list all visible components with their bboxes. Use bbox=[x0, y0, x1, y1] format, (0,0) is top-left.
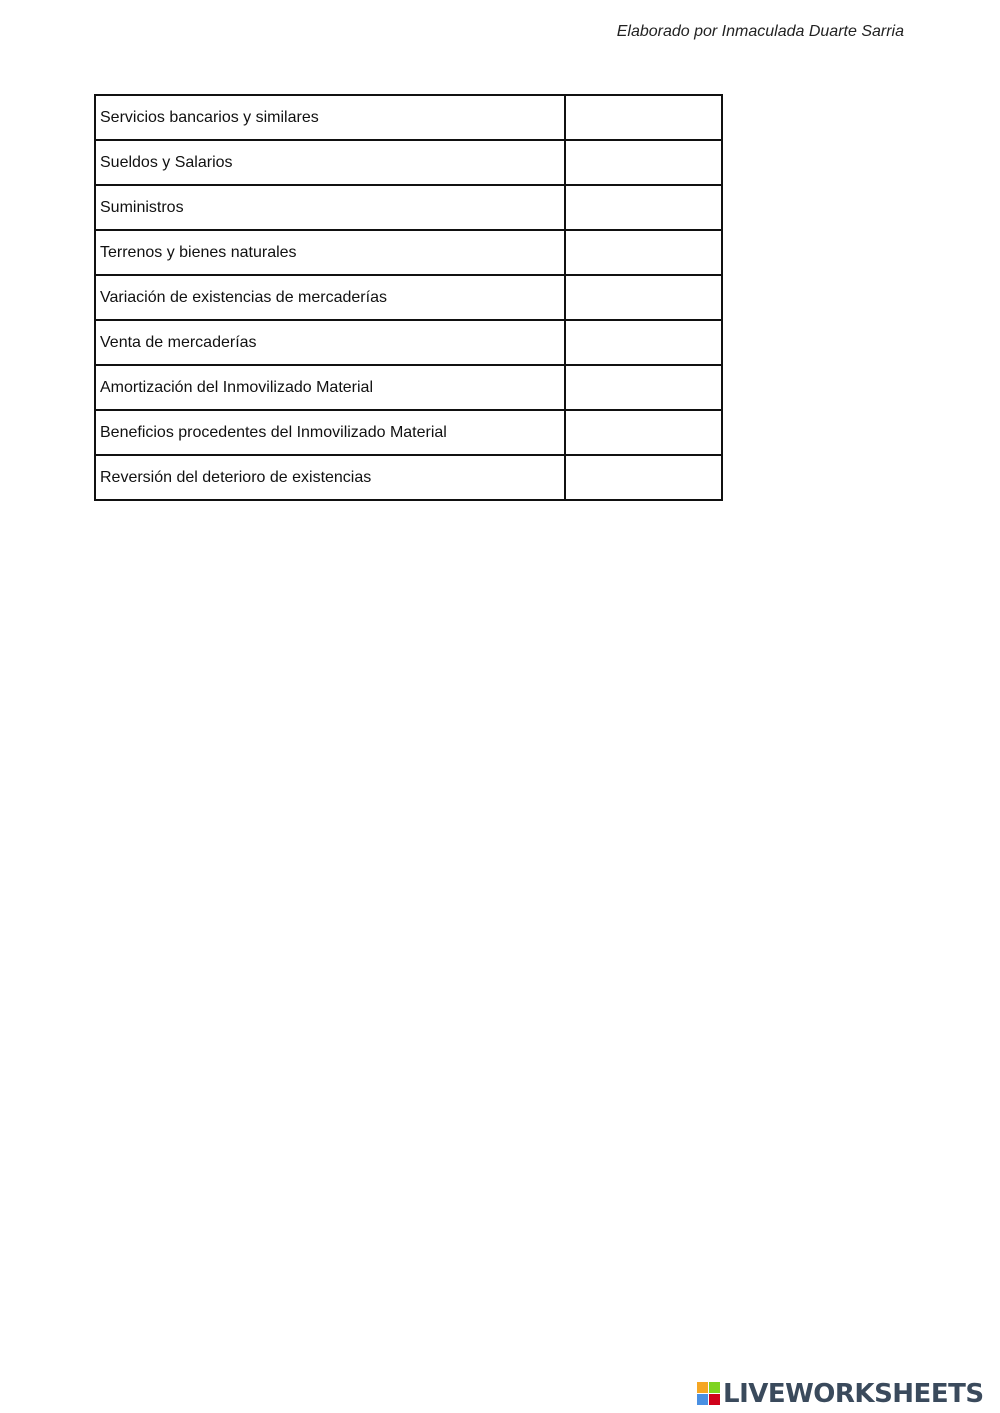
answer-input[interactable] bbox=[566, 456, 721, 499]
answer-cell[interactable] bbox=[565, 230, 722, 275]
table-row bbox=[95, 320, 722, 365]
concept-cell: Sueldos y Salarios bbox=[95, 140, 565, 185]
liveworksheets-logo bbox=[697, 1378, 984, 1410]
accounts-table bbox=[94, 94, 723, 501]
table-row bbox=[95, 455, 722, 500]
answer-input[interactable] bbox=[566, 321, 721, 364]
table-row bbox=[95, 365, 722, 410]
brand-name: LIVEWORKSHEETS bbox=[723, 1379, 984, 1409]
concept-cell: Amortización del Inmovilizado Material bbox=[95, 365, 565, 410]
concept-cell: Servicios bancarios y similares bbox=[95, 95, 565, 140]
answer-cell[interactable] bbox=[565, 185, 722, 230]
answer-cell[interactable] bbox=[565, 410, 722, 455]
answer-input[interactable] bbox=[566, 96, 721, 139]
answer-cell[interactable] bbox=[565, 320, 722, 365]
answer-input[interactable] bbox=[566, 276, 721, 319]
answer-input[interactable] bbox=[566, 366, 721, 409]
table-row bbox=[95, 230, 722, 275]
logo-square-icon bbox=[697, 1394, 708, 1405]
answer-input[interactable] bbox=[566, 141, 721, 184]
table-row bbox=[95, 140, 722, 185]
table-row bbox=[95, 185, 722, 230]
answer-cell[interactable] bbox=[565, 95, 722, 140]
answer-cell[interactable] bbox=[565, 140, 722, 185]
answer-cell[interactable] bbox=[565, 455, 722, 500]
author-credit: Elaborado por Inmaculada Duarte Sarria bbox=[616, 23, 904, 40]
concept-cell: Suministros bbox=[95, 185, 565, 230]
logo-square-icon bbox=[709, 1394, 720, 1405]
table-row bbox=[95, 275, 722, 320]
logo-square-icon bbox=[709, 1382, 720, 1393]
table-row bbox=[95, 95, 722, 140]
table-row bbox=[95, 410, 722, 455]
answer-input[interactable] bbox=[566, 231, 721, 274]
liveworksheets-icon bbox=[697, 1382, 721, 1406]
concept-cell: Beneficios procedentes del Inmovilizado Material bbox=[95, 410, 565, 455]
answer-cell[interactable] bbox=[565, 365, 722, 410]
concept-cell: Venta de mercaderías bbox=[95, 320, 565, 365]
answer-input[interactable] bbox=[566, 186, 721, 229]
concept-cell: Variación de existencias de mercaderías bbox=[95, 275, 565, 320]
logo-square-icon bbox=[697, 1382, 708, 1393]
answer-input[interactable] bbox=[566, 411, 721, 454]
answer-cell[interactable] bbox=[565, 275, 722, 320]
concept-cell: Terrenos y bienes naturales bbox=[95, 230, 565, 275]
concept-cell: Reversión del deterioro de existencias bbox=[95, 455, 565, 500]
